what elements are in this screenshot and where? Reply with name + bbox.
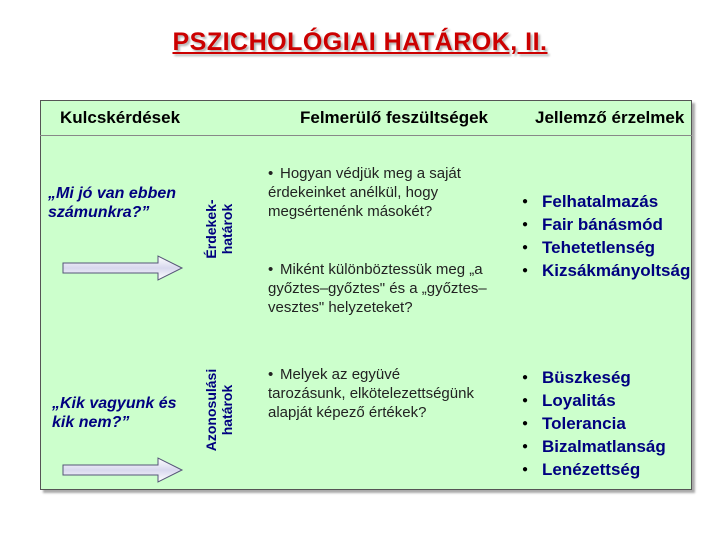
emotion-item: ● Lenézettség bbox=[522, 460, 641, 479]
right-arrow-icon bbox=[62, 457, 184, 483]
right-arrow-icon bbox=[62, 255, 184, 281]
emotion-item: ● Tolerancia bbox=[522, 414, 626, 433]
boundary-label-identity: Azonosulási határok bbox=[203, 368, 235, 452]
key-question-identity: „Kik vagyunk és kik nem?” bbox=[52, 395, 177, 431]
emotions-list-identity bbox=[520, 366, 666, 481]
emotion-item: ● Tehetetlenség bbox=[522, 238, 656, 257]
header-emotions: Jellemző érzelmek bbox=[535, 108, 685, 127]
key-question-interests: „Mi jó van ebben számunkra?” bbox=[48, 185, 177, 221]
boundary-label-interests: Érdekek- határok bbox=[203, 199, 235, 259]
emotion-item: ● Loyalitás bbox=[522, 391, 616, 410]
emotions-list-interests bbox=[520, 190, 690, 282]
slide-title: PSZICHOLÓGIAI HATÁROK, II. bbox=[172, 28, 548, 56]
tension-item: • Hogyan védjük meg a saját érdekeinket anélkül, hogy megsértenénk másokét? bbox=[268, 165, 461, 220]
emotion-item: ● Bizalmatlanság bbox=[522, 437, 666, 456]
tension-item: • Melyek az együvé tarozásunk, elkötelezettségünk alapját képező értékek? bbox=[268, 366, 474, 421]
emotion-item: ● Kizsákmányoltság bbox=[522, 261, 691, 280]
emotion-item: ● Felhatalmazás bbox=[522, 192, 659, 211]
header-tensions: Felmerülő feszültségek bbox=[300, 108, 489, 127]
header-key-questions: Kulcskérdések bbox=[60, 108, 181, 127]
tension-item: • Miként különböztessük meg „a győztes–győztes" és a „győztes–vesztes" helyzeteket? bbox=[268, 261, 487, 316]
emotion-item: ● Büszkeség bbox=[522, 368, 631, 387]
emotion-item: ● Fair bánásmód bbox=[522, 215, 663, 234]
header-divider bbox=[40, 135, 692, 136]
